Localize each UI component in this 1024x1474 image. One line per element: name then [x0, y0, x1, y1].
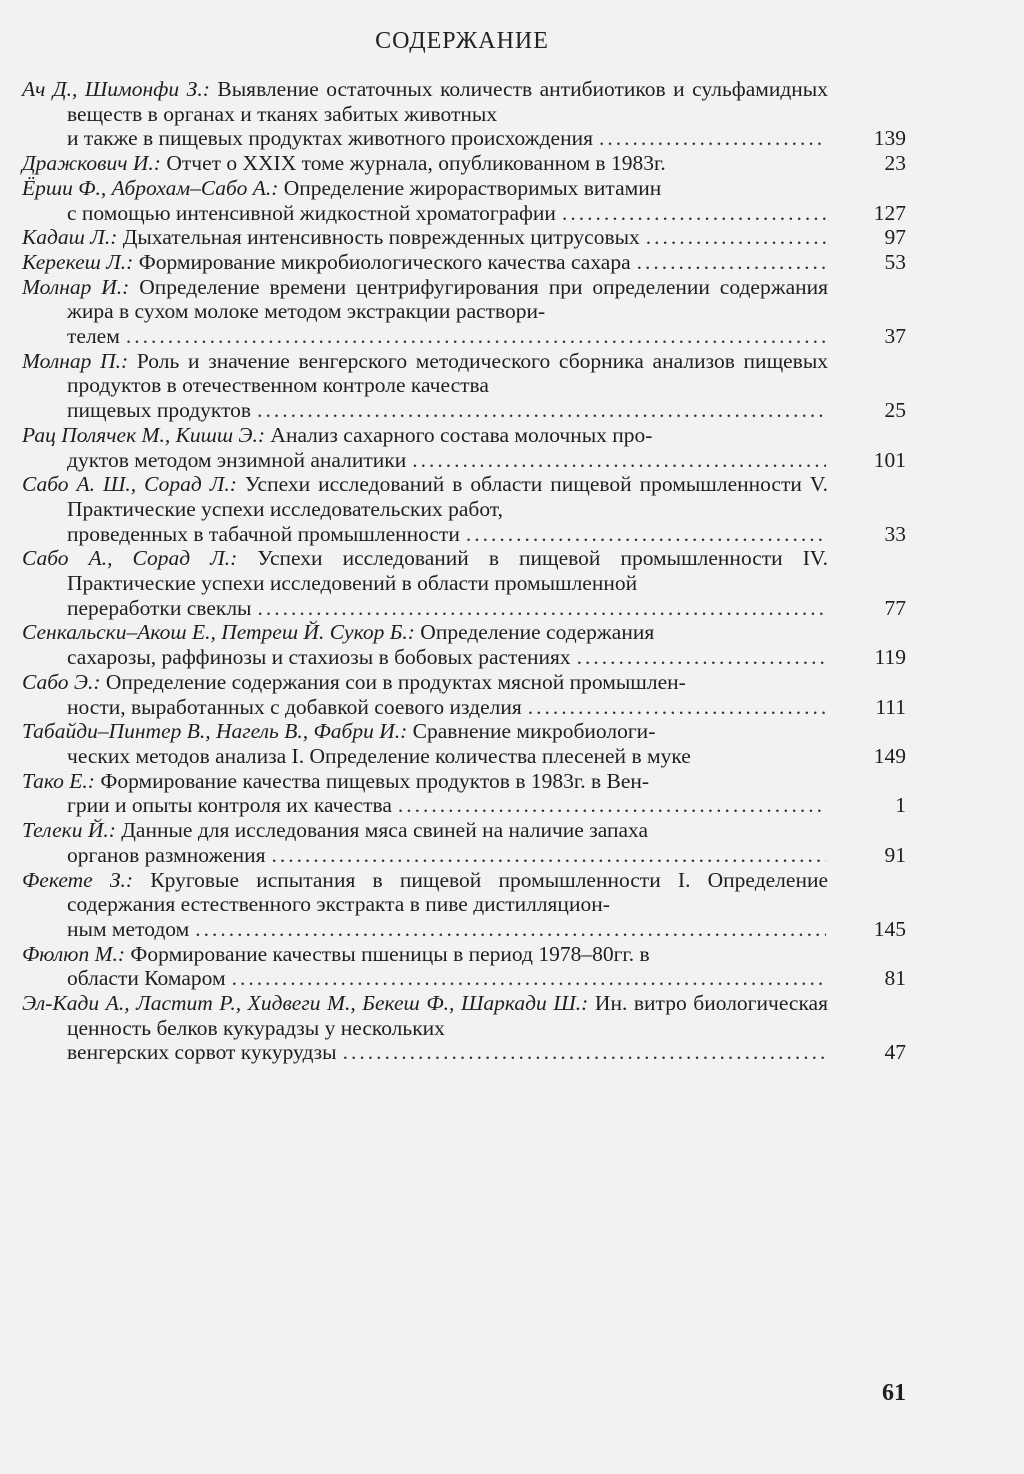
toc-entry-text: [22, 176, 828, 201]
toc-entry-title: Круговые испытания в пищевой промышленности I. Определение содержания естественного экстракта в пиве дистилляцион-: [67, 867, 829, 917]
toc-entry-title: Сравнение микробиологи-: [412, 719, 656, 744]
toc-entry-title: Роль и значение венгерского методического сборника анализов пищевых продуктов в отечественном контроле качества: [67, 348, 829, 398]
toc-entry: [22, 991, 906, 1065]
toc-entry-authors: Кадаш Л.:: [22, 225, 118, 250]
toc-entry: [22, 275, 906, 349]
toc-entry-authors: Сабо Э.:: [22, 669, 101, 694]
toc-entry-title-end: ным методом: [67, 916, 190, 941]
toc-entry: [22, 176, 906, 225]
toc-entry-title-end: ности, выработанных с добавкой соевого изделия: [67, 694, 522, 719]
dot-leader: [562, 201, 826, 226]
toc-entry-page: 97: [884, 225, 906, 250]
toc-entry-text: [22, 719, 828, 744]
toc-entry-last-line: [22, 645, 828, 670]
toc-entry: [22, 769, 906, 818]
toc-entry-title-end: переработки свеклы: [67, 595, 252, 620]
dot-leader: [577, 645, 826, 670]
toc-entry: [22, 472, 906, 546]
toc-entry-last-line: [22, 596, 828, 621]
toc-entry-page: 119: [874, 645, 906, 670]
toc-entry-page: 139: [873, 126, 906, 151]
toc-entry-authors: Фекете З.:: [22, 867, 134, 892]
toc-entry-title-end: с помощью интенсивной жидкостной хроматографии: [67, 200, 556, 225]
toc-entry: [22, 942, 906, 991]
toc-entry-title: Формирование качества пищевых продуктов в 1983г. в Вен-: [100, 768, 650, 793]
dot-leader: [466, 522, 826, 547]
toc-entry-last-line: [22, 695, 828, 720]
toc-entry-last-line: [22, 843, 828, 868]
toc-entry-title: Определение содержания: [420, 620, 655, 645]
toc-entry: [22, 868, 906, 942]
toc-entry-authors: Дражкович И.:: [22, 151, 161, 176]
toc-entry-last-line: [22, 201, 828, 226]
toc-entry: [22, 818, 906, 867]
toc-entry-title: Анализ сахарного состава молочных про-: [270, 422, 653, 447]
toc-entry-authors: Телеки Й.:: [22, 818, 116, 843]
toc-entry-authors: Молнар П.:: [22, 348, 129, 373]
toc-entry-page: 25: [884, 398, 906, 423]
toc-entry-page: 149: [873, 743, 906, 768]
toc-entry-last-line: [22, 744, 828, 769]
toc-entry-title-end: Формирование микробиологического качества сахара: [138, 249, 631, 274]
toc-entry-text: [22, 942, 828, 967]
toc-entry-page: 47: [884, 1040, 906, 1065]
toc-entry: [22, 250, 906, 275]
toc-entry-text: [22, 670, 828, 695]
toc-entry-last-line: [22, 225, 828, 250]
toc-entry-title-end: ческих методов анализа I. Определение количества плесеней в муке: [67, 743, 691, 768]
toc-entry-last-line: [22, 522, 828, 547]
toc-entry-authors: Табайди–Пинтер В., Нагель В., Фабри И.:: [22, 719, 408, 744]
toc-entry: [22, 670, 906, 719]
toc-entry-title: Определение времени центрифугирования при определении содержания жира в сухом молоке методом экстракции раствори-: [67, 274, 829, 324]
toc-entry-page: 33: [884, 521, 906, 546]
toc-entry-authors: Эл-Кади А., Ластит Р., Хидвеги М., Бекеш Ф., Шаркади Ш.:: [22, 991, 589, 1016]
toc-entry-title: Формирование качествы пшеницы в период 1978–80гг. в: [130, 941, 650, 966]
dot-leader: [126, 324, 826, 349]
toc-entry-authors: Молнар И.:: [22, 274, 130, 299]
toc-entry-text: [22, 868, 828, 917]
toc-entry-title-end: венгерских сорвот кукурудзы: [67, 1040, 337, 1065]
toc-entry-title-end: телем: [67, 324, 120, 349]
toc-entry-text: [22, 472, 828, 521]
toc-entry-text: [22, 620, 828, 645]
toc-entry: [22, 719, 906, 768]
toc-entry-authors: Ёрши Ф., Аброхам–Сабо А.:: [22, 175, 279, 200]
toc-entry-page: 111: [875, 694, 906, 719]
dot-leader: [528, 695, 826, 720]
toc-entry-authors: Сенкальски–Акош Е., Петреш Й. Сукор Б.:: [22, 620, 415, 645]
toc-entry-text: [22, 275, 828, 324]
page-title: СОДЕРЖАНИЕ: [375, 28, 549, 54]
toc-entry-title-end: органов размножения: [67, 842, 266, 867]
dot-leader: [398, 793, 826, 818]
toc-entry: [22, 151, 906, 176]
dot-leader: [257, 398, 826, 423]
toc-entry-title: Выявление остаточных количеств антибиотиков и сульфамидных веществ в органах и тканях забитых животных: [67, 77, 829, 126]
toc-entry-title: Успехи исследований в пищевой промышленности IV. Практические успехи исследовений в области промышленной: [67, 546, 829, 596]
toc-entry-title-end: грии и опыты контроля их качества: [67, 793, 392, 818]
toc-entry-text: [22, 423, 828, 448]
toc-entry-last-line: [22, 917, 828, 942]
toc-entry-authors: Фюлюп М.:: [22, 941, 126, 966]
toc-entry-title-end: области Комаром: [67, 966, 226, 991]
toc-entry-last-line: [22, 126, 828, 151]
toc-entry-title-end: проведенных в табачной промышленности: [67, 521, 460, 546]
dot-leader: [232, 966, 826, 991]
dot-leader: [637, 250, 826, 275]
toc-entry-title: Определение содержания сои в продуктах мясной промышлен-: [105, 669, 686, 694]
toc-entry-title-end: Отчет о XXIX томе журнала, опубликованном в 1983г.: [166, 151, 666, 176]
toc-entry-page: 53: [884, 249, 906, 274]
toc-entry-text: [22, 818, 828, 843]
toc-entry-page: 101: [873, 447, 906, 472]
toc-entry: [22, 620, 906, 669]
toc-entry: [22, 225, 906, 250]
toc-entry: [22, 349, 906, 423]
toc-entry-title: Ин. витро биологическая ценность белков кукурадзы у нескольких: [67, 991, 828, 1040]
toc-entry-title: Данные для исследования мяса свиней на наличие запаха: [121, 818, 649, 843]
toc-entry-last-line: [22, 448, 828, 473]
toc-entry: [22, 77, 906, 151]
toc-entry-last-line: [22, 151, 828, 176]
toc-entry-authors: Ач Д., Шимонфи З.:: [22, 77, 210, 101]
dot-leader: [646, 225, 826, 250]
toc-entry-text: [22, 349, 828, 398]
dot-leader: [599, 126, 826, 151]
toc-entry-last-line: [22, 966, 828, 991]
toc-entry-page: 81: [884, 966, 906, 991]
toc-entry-title-end: пищевых продуктов: [67, 398, 252, 423]
dot-leader: [271, 843, 826, 868]
dot-leader: [343, 1040, 826, 1065]
toc-entry-text: [22, 991, 828, 1040]
dot-leader: [195, 917, 826, 942]
toc-entry-last-line: [22, 250, 828, 275]
toc-entry-text: [22, 77, 828, 126]
toc-entry-title-end: сахарозы, раффинозы и стахиозы в бобовых растениях: [67, 645, 571, 670]
table-of-contents: [22, 77, 906, 1065]
toc-entry: [22, 546, 906, 620]
toc-entry-title-end: и также в пищевых продуктах животного происхождения: [67, 126, 593, 151]
toc-entry-last-line: [22, 1040, 828, 1065]
toc-entry-page: 37: [884, 324, 906, 349]
toc-entry-text: [22, 769, 828, 794]
toc-entry-authors: Керекеш Л.:: [22, 249, 134, 274]
toc-entry-last-line: [22, 324, 828, 349]
toc-entry-page: 127: [873, 200, 906, 225]
toc-entry: [22, 423, 906, 472]
toc-entry-authors: Тако Е.:: [22, 768, 95, 793]
toc-entry-title: Успехи исследований в области пищевой промышленности V. Практические успехи исследовательских работ,: [67, 472, 828, 521]
toc-entry-page: 77: [884, 595, 906, 620]
dot-leader: [258, 596, 827, 621]
toc-entry-authors: Рац Полячек М., Кишш Э.:: [22, 422, 266, 447]
toc-entry-page: 145: [873, 916, 906, 941]
toc-entry-last-line: [22, 398, 828, 423]
page-number: 61: [882, 1380, 906, 1406]
toc-entry-title-end: дуктов методом энзимной аналитики: [67, 447, 407, 472]
toc-entry-text: [22, 546, 828, 595]
toc-entry-title-end: Дыхательная интенсивность поврежденных цитрусовых: [122, 225, 640, 250]
toc-entry-page: 23: [884, 151, 906, 176]
toc-entry-title: Определение жирорастворимых витамин: [283, 175, 662, 200]
toc-entry-page: 1: [895, 793, 906, 818]
dot-leader: [412, 448, 826, 473]
toc-entry-authors: Сабо А. Ш., Сорад Л.:: [22, 472, 237, 497]
toc-entry-page: 91: [884, 842, 906, 867]
toc-entry-last-line: [22, 793, 828, 818]
toc-entry-authors: Сабо А., Сорад Л.:: [22, 546, 238, 571]
